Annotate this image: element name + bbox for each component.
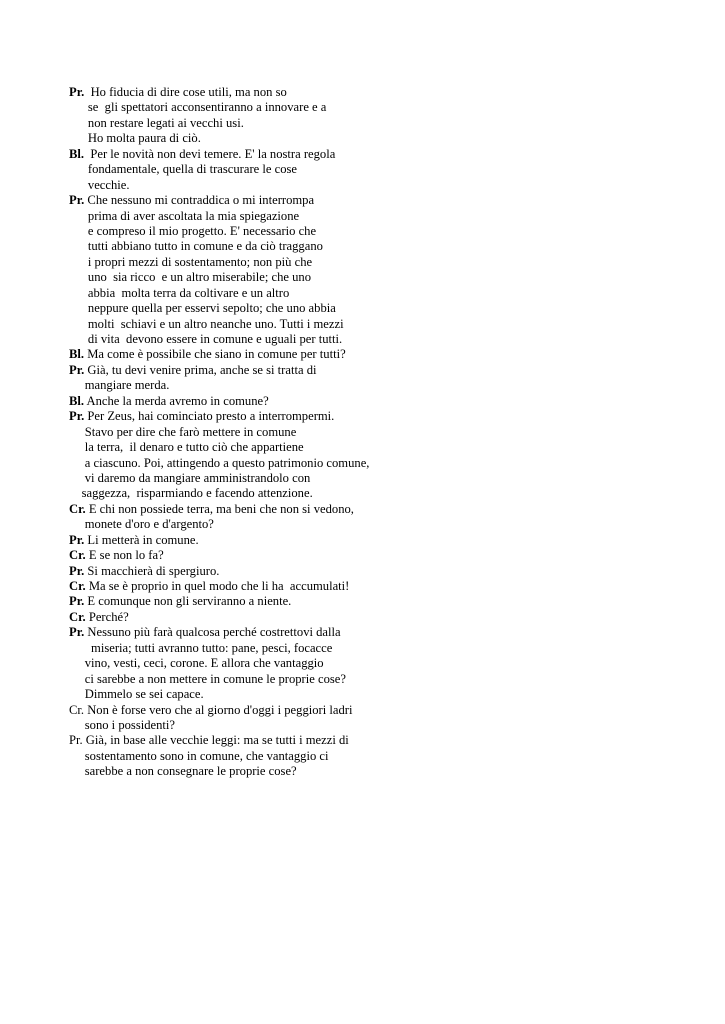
dialogue-line: [69, 317, 709, 332]
speaker-label: Pr.: [69, 193, 85, 208]
dialogue-line: [69, 440, 709, 455]
line-text: Stavo per dire che farò mettere in comune: [69, 424, 297, 439]
speaker-label: Bl.: [69, 146, 85, 161]
line-text: molti schiavi e un altro neanche uno. Tutti i mezzi: [69, 316, 344, 331]
line-text: Dimmelo se sei capace.: [69, 687, 204, 702]
line-text: vino, vesti, ceci, corone. E allora che vantaggio: [69, 656, 324, 671]
line-text: se gli spettatori acconsentiranno a innovare e a: [69, 100, 327, 115]
dialogue-line: [69, 286, 709, 301]
line-text: uno sia ricco e un altro miserabile; che uno: [69, 270, 312, 285]
dialogue-line: [69, 733, 709, 748]
dialogue-line: [69, 332, 709, 347]
dialogue-line: [69, 687, 709, 702]
speaker-label: Cr.: [69, 609, 86, 624]
speaker-label: Bl.: [69, 393, 85, 408]
dialogue-line: [69, 100, 709, 115]
line-text: sono i possidenti?: [69, 717, 175, 732]
line-text: la terra, il denaro e tutto ciò che appartiene: [69, 440, 304, 455]
dialogue-line: [69, 147, 709, 162]
line-text: tutti abbiano tutto in comune e da ciò traggano: [69, 239, 323, 254]
line-text: E comunque non gli serviranno a niente.: [84, 594, 292, 609]
line-text: Pr. Già, in base alle vecchie leggi: ma se tutti i mezzi di: [69, 733, 349, 748]
line-text: Per le novità non devi temere. E' la nostra regola: [84, 146, 336, 161]
line-text: abbia molta terra da coltivare e un altro: [69, 285, 290, 300]
dialogue-line: [69, 486, 709, 501]
line-text: sarebbe a non consegnare le proprie cose?: [69, 764, 297, 779]
dialogue-line: [69, 610, 709, 625]
speaker-label: Pr.: [69, 625, 85, 640]
line-text: a ciascuno. Poi, attingendo a questo patrimonio comune,: [69, 455, 370, 470]
line-text: Si macchierà di spergiuro.: [84, 563, 220, 578]
speaker-label: Pr.: [69, 409, 85, 424]
dialogue-line: [69, 209, 709, 224]
line-text: Perché?: [85, 609, 129, 624]
line-text: di vita devono essere in comune e uguali per tutti.: [69, 332, 343, 346]
dialogue-line: [69, 162, 709, 177]
dialogue-line: [69, 533, 709, 548]
line-text: vi daremo da mangiare amministrandolo con: [69, 470, 311, 485]
dialogue-line: [69, 625, 709, 640]
dialogue-line: [69, 517, 709, 532]
dialogue-line: [69, 193, 709, 208]
dialogue-line: [69, 594, 709, 609]
speaker-label: Pr.: [69, 563, 85, 578]
dialogue-line: [69, 564, 709, 579]
dialogue-line: [69, 471, 709, 486]
line-text: Ma come è possibile che siano in comune per tutti?: [84, 347, 346, 362]
dialogue-line: [69, 363, 709, 378]
line-text: Nessuno più farà qualcosa perché costrettovi dalla: [84, 625, 341, 640]
line-text: saggezza, risparmiando e facendo attenzione.: [69, 486, 313, 501]
line-text: monete d'oro e d'argento?: [69, 517, 214, 532]
dialogue-line: [69, 672, 709, 687]
line-text: Che nessuno mi contraddica o mi interrompa: [84, 193, 315, 208]
line-text: fondamentale, quella di trascurare le cose: [69, 162, 297, 177]
document-text: [69, 85, 709, 780]
dialogue-line: [69, 378, 709, 393]
dialogue-line: [69, 764, 709, 779]
speaker-label: Pr.: [69, 594, 85, 609]
dialogue-line: [69, 224, 709, 239]
speaker-label: Cr.: [69, 548, 86, 563]
dialogue-line: [69, 239, 709, 254]
line-text: non restare legati ai vecchi usi.: [69, 115, 244, 130]
line-text: ci sarebbe a non mettere in comune le proprie cose?: [69, 671, 346, 686]
line-text: Ma se è proprio in quel modo che li ha accumulati!: [85, 579, 350, 593]
dialogue-line: [69, 749, 709, 764]
dialogue-line: [69, 579, 709, 594]
line-text: Ho molta paura di ciò.: [69, 131, 201, 146]
line-text: prima di aver ascoltata la mia spiegazione: [69, 208, 300, 223]
speaker-label: Cr.: [69, 501, 86, 516]
dialogue-line: [69, 456, 709, 471]
dialogue-line: [69, 270, 709, 285]
line-text: Per Zeus, hai cominciato presto a interrompermi.: [84, 409, 335, 424]
line-text: Già, tu devi venire prima, anche se si tratta di: [84, 362, 317, 377]
line-text: i propri mezzi di sostentamento; non più che: [69, 254, 313, 269]
dialogue-line: [69, 255, 709, 270]
dialogue-line: [69, 641, 709, 656]
line-text: Cr. Non è forse vero che al giorno d'oggi i peggiori ladri: [69, 702, 353, 717]
dialogue-line: [69, 131, 709, 146]
speaker-label: Pr.: [69, 85, 85, 99]
dialogue-line: [69, 425, 709, 440]
speaker-label: Bl.: [69, 347, 85, 362]
line-text: Li metterà in comune.: [84, 532, 199, 547]
dialogue-line: [69, 718, 709, 733]
line-text: E chi non possiede terra, ma beni che non si vedono,: [85, 501, 354, 516]
line-text: vecchie.: [69, 177, 130, 192]
dialogue-line: [69, 409, 709, 424]
dialogue-line: [69, 502, 709, 517]
line-text: Ho fiducia di dire cose utili, ma non so: [84, 85, 287, 99]
dialogue-line: [69, 548, 709, 563]
dialogue-line: [69, 703, 709, 718]
line-text: miseria; tutti avranno tutto: pane, pesci, focacce: [69, 640, 333, 655]
dialogue-line: [69, 116, 709, 131]
dialogue-line: [69, 656, 709, 671]
line-text: E se non lo fa?: [85, 548, 164, 563]
dialogue-line: [69, 347, 709, 362]
dialogue-line: [69, 85, 709, 100]
line-text: e compreso il mio progetto. E' necessario che: [69, 223, 317, 238]
line-text: mangiare merda.: [69, 378, 170, 393]
dialogue-line: [69, 178, 709, 193]
dialogue-line: [69, 394, 709, 409]
line-text: sostentamento sono in comune, che vantaggio ci: [69, 748, 329, 763]
speaker-label: Cr.: [69, 579, 86, 593]
dialogue-line: [69, 301, 709, 316]
line-text: neppure quella per esservi sepolto; che uno abbia: [69, 301, 336, 316]
speaker-label: Pr.: [69, 532, 85, 547]
speaker-label: Pr.: [69, 362, 85, 377]
line-text: Anche la merda avremo in comune?: [84, 393, 269, 408]
